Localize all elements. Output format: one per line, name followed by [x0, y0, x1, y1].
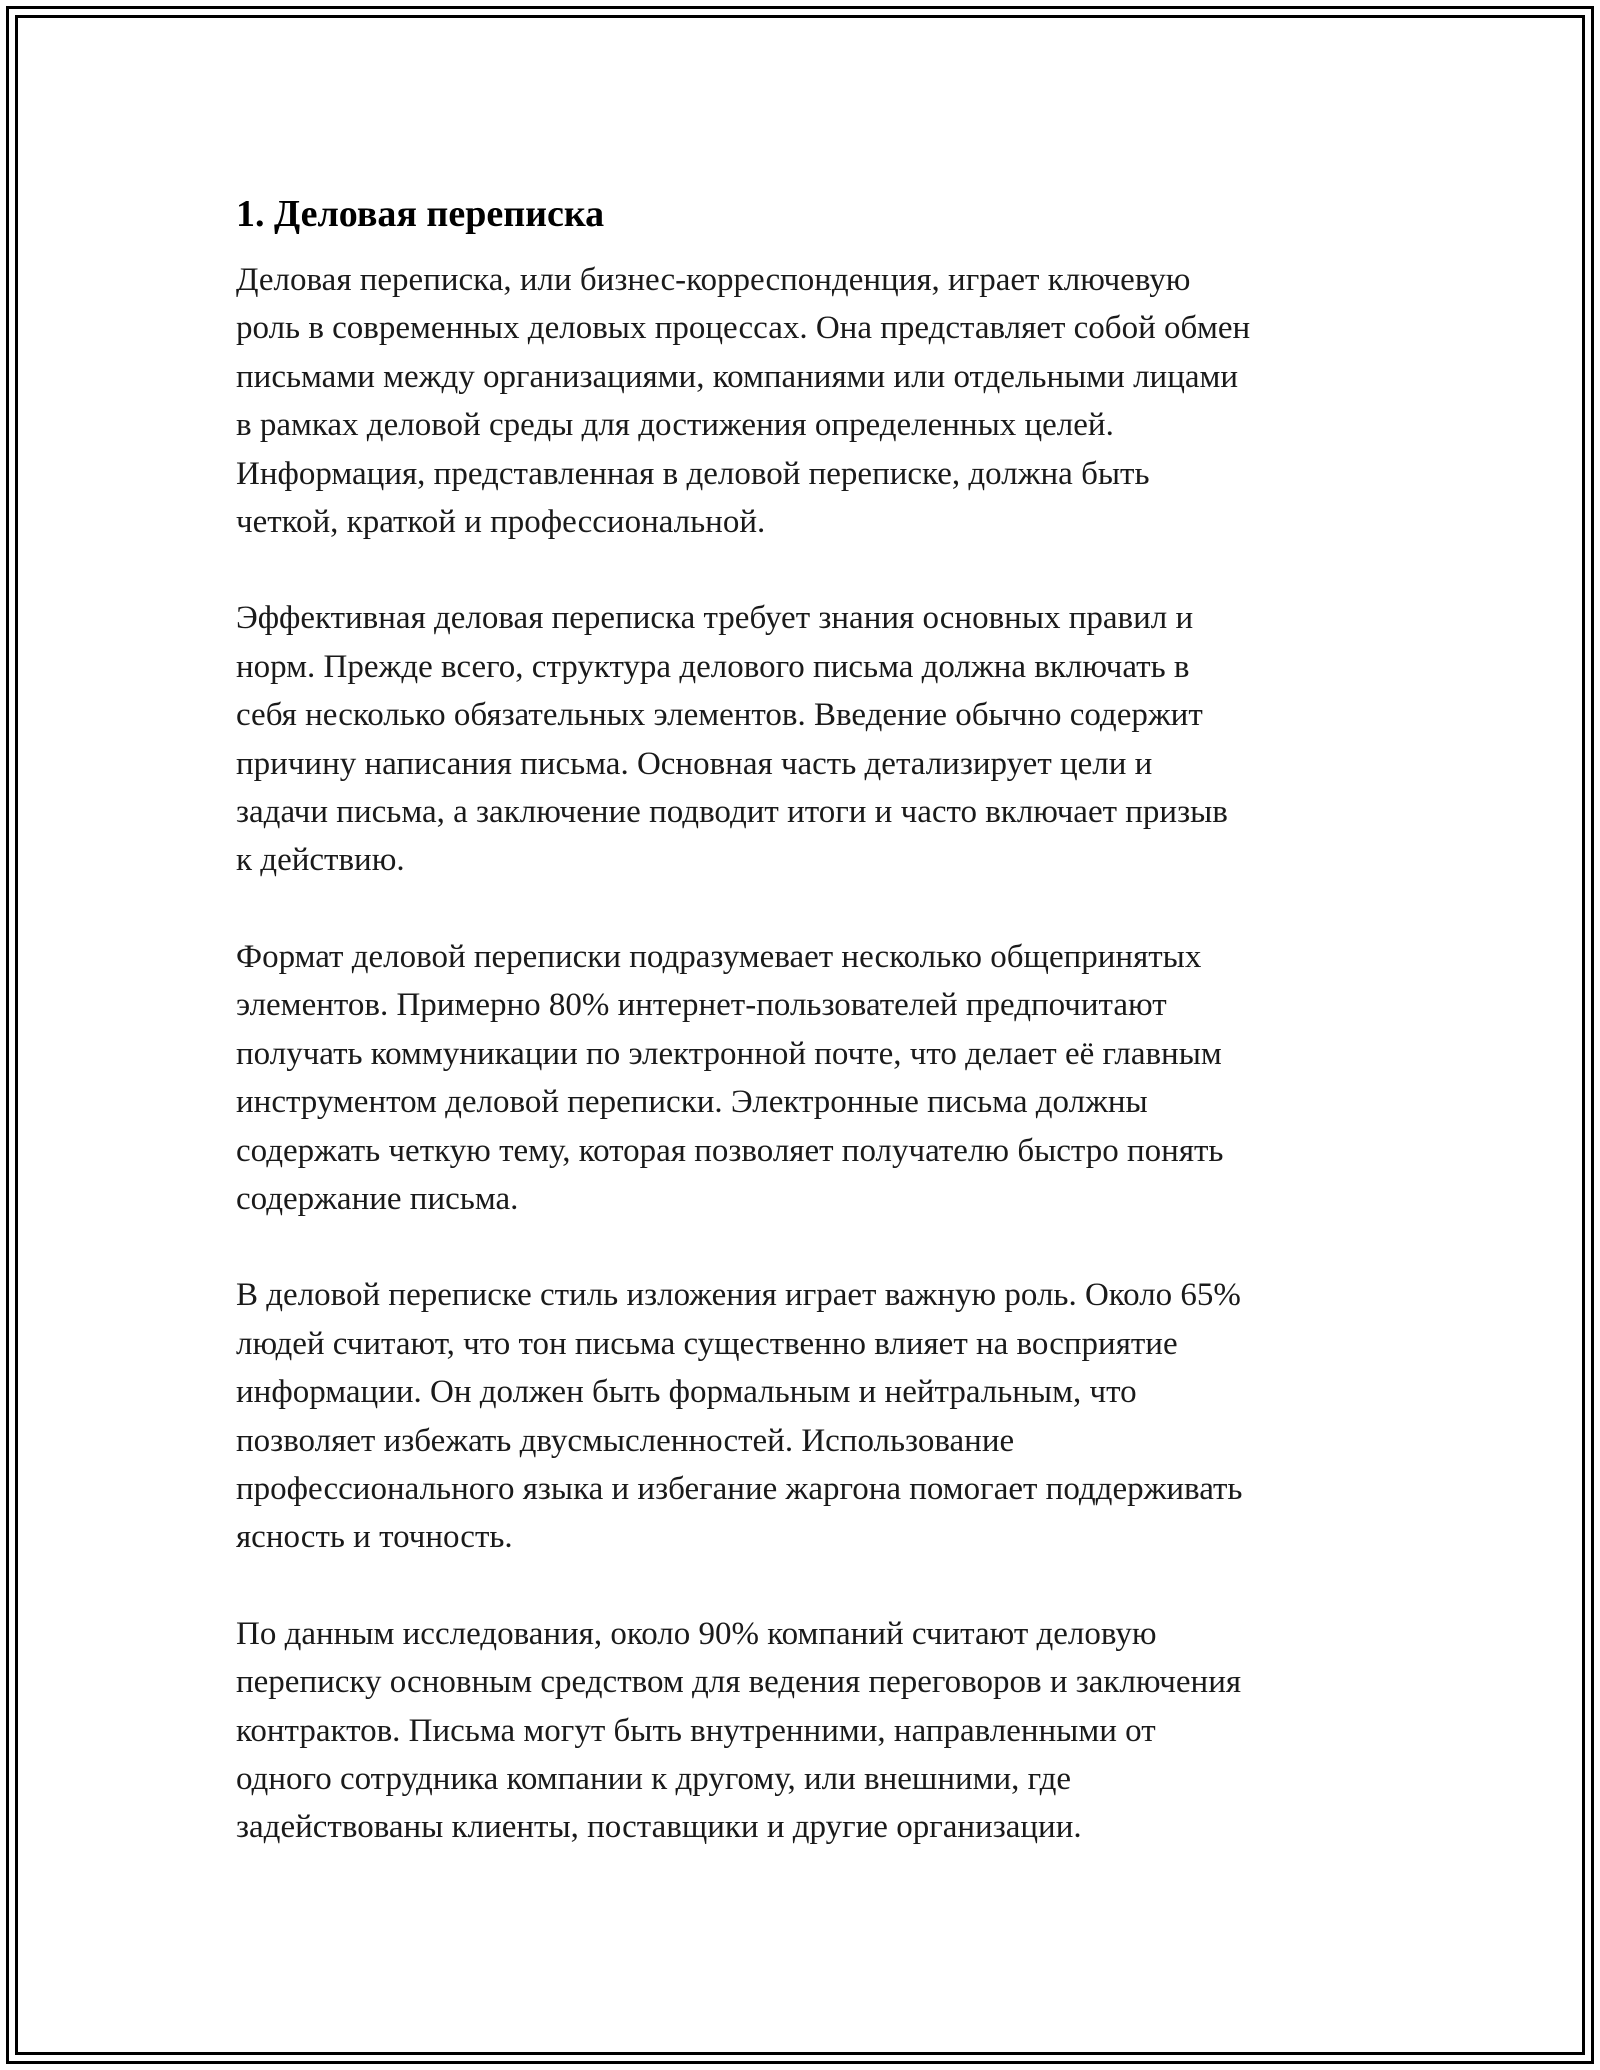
paragraph-line: к действию. — [236, 842, 405, 879]
paragraph-line: позволяет избежать двусмысленностей. Использование — [236, 1422, 1015, 1459]
paragraph-line: содержание письма. — [236, 1180, 519, 1217]
paragraph-line: Формат деловой переписки подразумевает несколько общепринятых — [236, 938, 1202, 975]
paragraph-line: элементов. Примерно 80% интернет-пользователей предпочитают — [236, 987, 1167, 1024]
paragraph-line: информации. Он должен быть формальным и нейтральным, что — [236, 1374, 1137, 1411]
section-heading: 1. Деловая переписка — [236, 193, 605, 235]
paragraph-line: Деловая переписка, или бизнес-корреспонденция, играет ключевую — [236, 262, 1191, 298]
paragraph — [236, 594, 1376, 884]
paragraph — [236, 1610, 1376, 1852]
paragraph-line: одного сотрудника компании к другому, или внешними, где — [236, 1760, 1072, 1797]
document-body — [236, 256, 1376, 1852]
paragraph-line: задействованы клиенты, поставщики и другие организации. — [236, 1809, 1082, 1846]
paragraph-line: контрактов. Письма могут быть внутренними, направленными от — [236, 1712, 1156, 1749]
document-page — [236, 186, 1376, 1900]
paragraph-line: задачи письма, а заключение подводит итоги и часто включает призыв — [236, 794, 1228, 831]
paragraph-line: переписку основным средством для ведения переговоров и заключения — [236, 1664, 1242, 1701]
paragraph-line: профессионального языка и избегание жаргона помогает поддерживать — [236, 1470, 1243, 1507]
paragraph-line: себя несколько обязательных элементов. Введение обычно содержит — [236, 697, 1203, 734]
paragraph — [236, 256, 1376, 546]
paragraph-line: письмами между организациями, компаниями или отдельными лицами — [236, 358, 1239, 395]
paragraph-line: получать коммуникации по электронной почте, что делает её главным — [236, 1035, 1222, 1072]
paragraph-line: содержать четкую тему, которая позволяет получателю быстро понять — [236, 1132, 1224, 1169]
paragraph-line: ясность и точность. — [236, 1519, 513, 1556]
paragraph-line: В деловой переписке стиль изложения играет важную роль. Около 65% — [236, 1277, 1241, 1314]
paragraph-line: в рамках деловой среды для достижения определенных целей. — [236, 407, 1114, 444]
paragraph-line: Эффективная деловая переписка требует знания основных правил и — [236, 600, 1194, 637]
paragraph-line: норм. Прежде всего, структура делового письма должна включать в — [236, 648, 1190, 685]
paragraph — [236, 1271, 1376, 1561]
paragraph-line: инструментом деловой переписки. Электронные письма должны — [236, 1084, 1148, 1121]
paragraph-line: четкой, краткой и профессиональной. — [236, 504, 766, 541]
paragraph-line: причину написания письма. Основная часть детализирует цели и — [236, 745, 1153, 782]
paragraph — [236, 933, 1376, 1223]
paragraph-line: роль в современных деловых процессах. Она представляет собой обмен — [236, 310, 1251, 347]
paragraph-line: Информация, представленная в деловой переписке, должна быть — [236, 455, 1150, 492]
paragraph-line: людей считают, что тон письма существенно влияет на восприятие — [236, 1325, 1178, 1362]
paragraph-line: По данным исследования, около 90% компаний считают деловую — [236, 1615, 1157, 1652]
